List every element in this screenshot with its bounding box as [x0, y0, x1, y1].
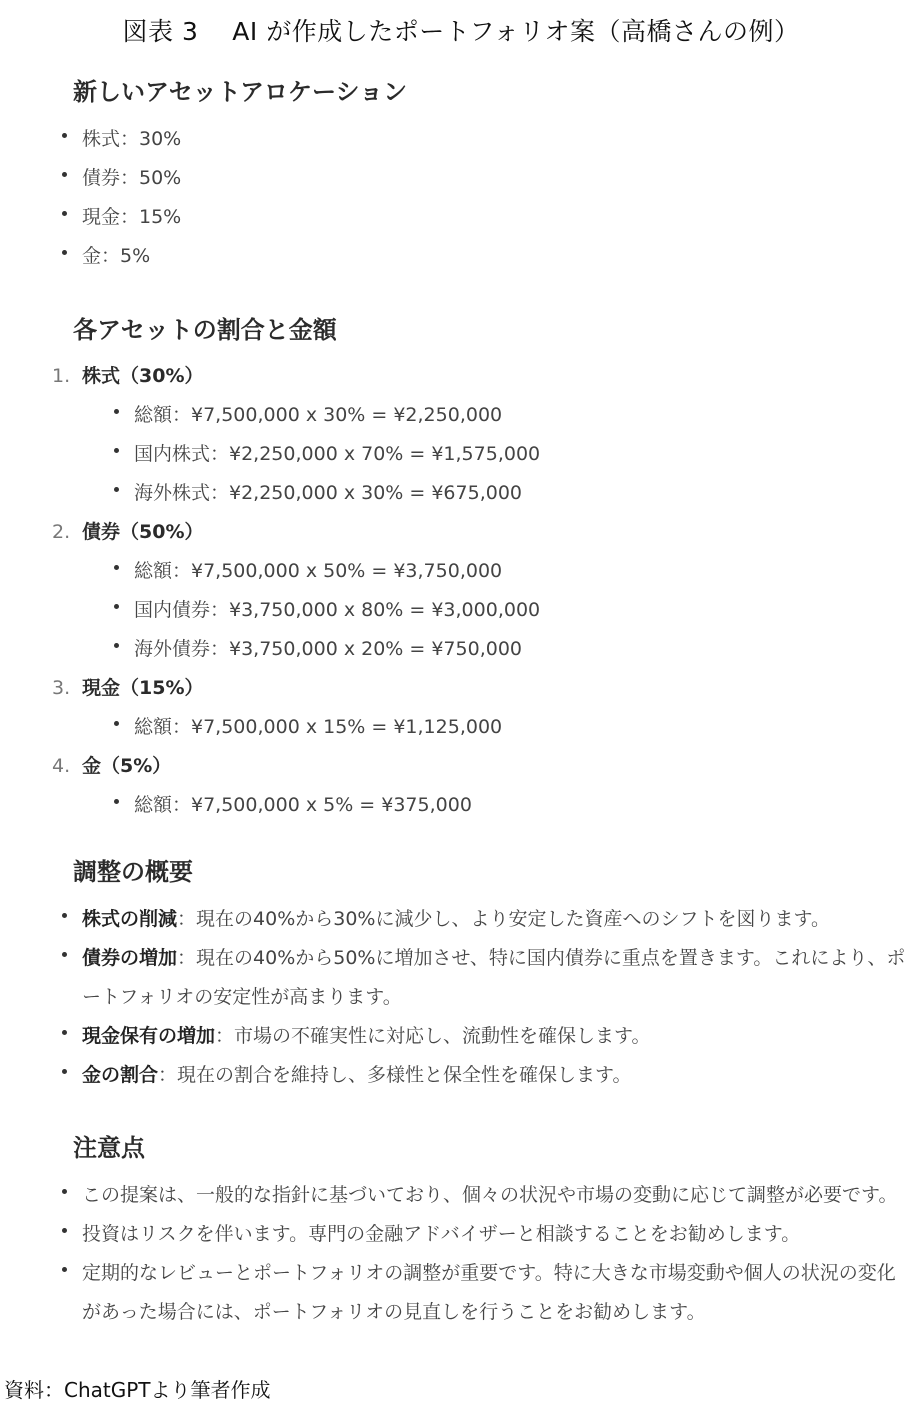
asset-group-cash — [52, 669, 540, 747]
list-number: 2. — [52, 521, 71, 543]
asset-percent: （30%） — [120, 365, 204, 387]
list-item: 定期的なレビューとポートフォリオの調整が重要です。特に大きな市場変動や個人の状況の変化があった場合には、ポートフォリオの見直しを行うことをお勧めします。 — [56, 1254, 912, 1332]
item-label: 債券の増加 — [82, 947, 178, 969]
list-item: この提案は、一般的な指針に基づいており、個々の状況や市場の変動に応じて調整が必要です。 — [56, 1176, 912, 1215]
adjustment-summary-list — [56, 900, 912, 1095]
item-text: ：現在の40%から30%に減少し、より安定した資産へのシフトを図ります。 — [177, 908, 830, 930]
item-label: 金の割合 — [82, 1064, 159, 1086]
list-number: 4. — [52, 755, 71, 777]
asset-group-bonds — [52, 513, 540, 669]
asset-name: 債券 — [82, 521, 121, 543]
list-item — [56, 900, 912, 939]
list-item: 海外株式：¥2,250,000 x 30% = ¥675,000 — [110, 474, 540, 513]
list-number: 1. — [52, 365, 71, 387]
item-text: ：現在の割合を維持し、多様性と保全性を確保します。 — [158, 1064, 632, 1086]
list-item: 総額：¥7,500,000 x 15% = ¥1,125,000 — [110, 708, 540, 747]
asset-amount-list — [52, 357, 540, 825]
list-item: 国内債券：¥3,750,000 x 80% = ¥3,000,000 — [110, 591, 540, 630]
section-heading-allocation: 新しいアセットアロケーション — [73, 78, 408, 106]
item-label: 現金保有の増加 — [82, 1025, 216, 1047]
list-item: 投資はリスクを伴います。専門の金融アドバイザーと相談することをお勧めします。 — [56, 1215, 912, 1254]
list-item: 金：5% — [56, 237, 181, 276]
list-item: 海外債券：¥3,750,000 x 20% = ¥750,000 — [110, 630, 540, 669]
list-number: 3. — [52, 677, 71, 699]
list-item — [56, 1017, 912, 1056]
asset-name: 現金 — [82, 677, 121, 699]
list-item: 現金：15% — [56, 198, 181, 237]
figure-title: 図表 3 AI が作成したポートフォリオ案（高橋さんの例） — [122, 17, 800, 46]
item-text: ：市場の不確実性に対応し、流動性を確保します。 — [215, 1025, 651, 1047]
source-note: 資料：ChatGPTより筆者作成 — [4, 1378, 271, 1402]
item-text: ：現在の40%から50%に増加させ、特に国内債券に重点を置きます。これにより、ポートフォリオの安定性が高まります。 — [82, 947, 906, 1008]
list-item: 国内株式：¥2,250,000 x 70% = ¥1,575,000 — [110, 435, 540, 474]
list-item: 株式：30% — [56, 120, 181, 159]
item-label: 株式の削減 — [82, 908, 178, 930]
asset-name: 金 — [82, 755, 102, 777]
list-item: 債券：50% — [56, 159, 181, 198]
section-heading-notes: 注意点 — [73, 1134, 145, 1162]
asset-name: 株式 — [82, 365, 121, 387]
asset-group-stocks — [52, 357, 540, 513]
allocation-list — [56, 120, 181, 276]
asset-group-gold — [52, 747, 540, 825]
list-item — [56, 939, 912, 1017]
list-item: 総額：¥7,500,000 x 50% = ¥3,750,000 — [110, 552, 540, 591]
section-heading-summary: 調整の概要 — [73, 858, 193, 886]
asset-percent: （50%） — [120, 521, 204, 543]
section-heading-amounts: 各アセットの割合と金額 — [73, 316, 337, 344]
asset-percent: （5%） — [101, 755, 172, 777]
notes-list — [56, 1176, 912, 1332]
list-item — [56, 1056, 912, 1095]
asset-percent: （15%） — [120, 677, 204, 699]
list-item: 総額：¥7,500,000 x 30% = ¥2,250,000 — [110, 396, 540, 435]
list-item: 総額：¥7,500,000 x 5% = ¥375,000 — [110, 786, 540, 825]
